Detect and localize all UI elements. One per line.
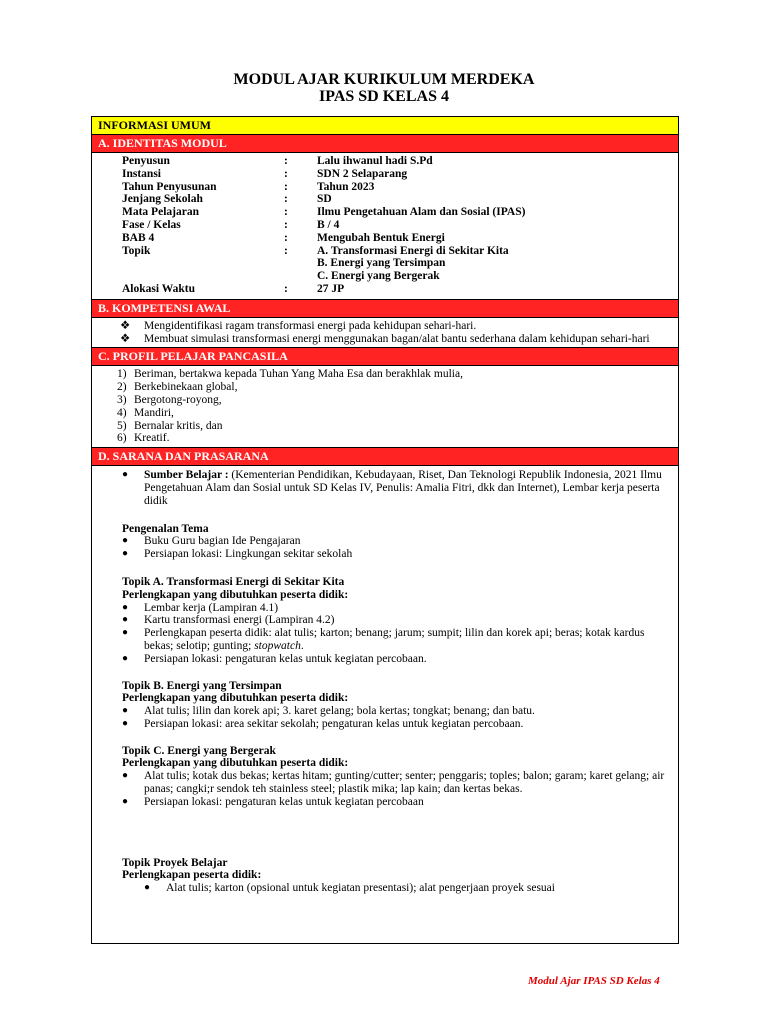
section-a-header: A. IDENTITAS MODUL — [92, 135, 678, 153]
identity-value: C. Energi yang Bergerak — [317, 270, 440, 283]
identity-row — [122, 283, 678, 296]
identity-row — [122, 257, 678, 270]
identity-label: Topik — [122, 244, 151, 257]
identity-colon: : — [284, 206, 288, 219]
sarana-prasarana — [92, 466, 678, 895]
bullet-icon: ● — [122, 469, 129, 481]
bullet-icon: ● — [122, 627, 129, 639]
identity-colon: : — [284, 193, 288, 206]
list-item: ● Alat tulis; karton (opsional untuk kegiatan presentasi); alat pengerjaan proyek sesuai — [144, 882, 555, 895]
list-item: ● Persiapan lokasi: pengaturan kelas untuk kegiatan percobaan — [122, 795, 424, 808]
identity-colon: : — [284, 244, 288, 257]
identity-value: SD — [317, 193, 332, 206]
module-table — [91, 116, 679, 944]
identity-value: A. Transformasi Energi di Sekitar Kita — [317, 244, 509, 257]
list-item: 4) Mandiri, — [117, 406, 174, 419]
list-item: ❖ Membuat simulasi transformasi energi menggunakan bagan/alat bantu sederhana dalam kehidupan sehari-hari — [120, 332, 650, 345]
identity-value: 27 JP — [317, 282, 345, 295]
bullet-icon: ● — [122, 705, 129, 717]
diamond-bullet-icon: ❖ — [120, 332, 131, 345]
sumber-belajar-label: Sumber Belajar : — [144, 469, 229, 482]
list-item: ● Buku Guru bagian Ide Pengajaran — [122, 535, 301, 548]
identity-row — [122, 155, 678, 168]
identity-row — [122, 206, 678, 219]
list-item: 3) Bergotong-royong, — [117, 393, 222, 406]
identity-row — [122, 168, 678, 181]
topik-c-subheading: Perlengkapan yang dibutuhkan peserta didik: — [122, 757, 349, 770]
list-item: ● Lembar kerja (Lampiran 4.1) — [122, 601, 279, 614]
identity-row — [122, 245, 678, 258]
topik-b-heading: Topik B. Energi yang Tersimpan — [122, 679, 282, 692]
diamond-bullet-icon: ❖ — [120, 319, 131, 332]
identity-colon: : — [284, 167, 288, 180]
section-b-header: B. KOMPETENSI AWAL — [92, 299, 678, 318]
bullet-icon: ● — [122, 614, 129, 626]
bullet-icon: ● — [122, 548, 129, 560]
bullet-icon: ● — [122, 652, 129, 664]
identity-colon: : — [284, 155, 288, 167]
identity-colon: : — [284, 218, 288, 231]
list-item: 2) Berkebinekaan global, — [117, 381, 238, 394]
identity-value: Tahun 2023 — [317, 180, 375, 193]
bullet-icon: ● — [122, 601, 129, 613]
identity-row — [122, 219, 678, 232]
list-item: ● Alat tulis; lilin dan korek api; 3. karet gelang; bola kertas; tongkat; benang; dan batu. — [122, 705, 535, 718]
document-title: MODUL AJAR KURIKULUM MERDEKA — [233, 71, 535, 88]
identity-colon: : — [284, 282, 288, 295]
identity-label: Penyusun — [122, 155, 170, 167]
identity-value: Lalu ihwanul hadi S.Pd — [317, 155, 433, 167]
identity-colon: : — [284, 180, 288, 193]
bullet-icon: ● — [122, 717, 129, 729]
pengenalan-tema-heading: Pengenalan Tema — [122, 522, 209, 535]
identity-label — [122, 270, 284, 283]
kompetensi-awal-list — [92, 318, 678, 348]
topik-proyek-subheading: Perlengkapan peserta didik: — [122, 869, 262, 882]
document-subtitle: IPAS SD KELAS 4 — [319, 88, 449, 105]
identity-value: B / 4 — [317, 218, 340, 231]
profil-pancasila-list — [92, 366, 678, 447]
identity-row — [122, 232, 678, 245]
page-footer: Modul Ajar IPAS SD Kelas 4 — [528, 975, 660, 987]
bullet-icon: ● — [122, 535, 129, 547]
list-item: ● Sumber Belajar : (Kementerian Pendidikan, Kebudayaan, Riset, Dan Teknologi Republik Indonesia, 2021 Ilmu Pengetahuan Alam dan Sosial untuk SD Kelas IV, Penulis: Amalia Fitri, dkk dan Internet), Lembar kerja peserta didik — [122, 469, 662, 507]
section-c-header: C. PROFIL PELAJAR PANCASILA — [92, 347, 678, 366]
identity-row — [122, 181, 678, 194]
identity-value: B. Energi yang Tersimpan — [317, 257, 446, 270]
list-item: ● Persiapan lokasi: Lingkungan sekitar sekolah — [122, 548, 353, 561]
bullet-icon: ● — [144, 882, 151, 894]
topik-b-subheading: Perlengkapan yang dibutuhkan peserta didik: — [122, 692, 349, 705]
identity-label — [122, 257, 284, 270]
identity-label: Fase / Kelas — [122, 218, 181, 231]
section-d-header: D. SARANA DAN PRASARANA — [92, 447, 678, 466]
identity-colon — [284, 257, 317, 270]
list-item: ● Persiapan lokasi: pengaturan kelas untuk kegiatan percobaan. — [122, 652, 427, 665]
topik-c-heading: Topik C. Energi yang Bergerak — [122, 744, 276, 757]
identity-value: SDN 2 Selaparang — [317, 167, 408, 180]
list-item: ❖ Mengidentifikasi ragam transformasi energi pada kehidupan sehari-hari. — [120, 319, 477, 332]
list-item: ● Alat tulis; kotak dus bekas; kertas hitam; gunting/cutter; senter; penggaris; toples; balon; garam; karet gelang; air panas; cangki;r sendok teh stainless steel; plastik mika; lap kain; dan kertas bekas. — [122, 770, 665, 796]
identity-colon: : — [284, 231, 288, 244]
identity-value: Ilmu Pengetahuan Alam dan Sosial (IPAS) — [317, 206, 526, 219]
identity-row — [122, 193, 678, 206]
info-umum-header: INFORMASI UMUM — [92, 117, 678, 135]
identity-label: BAB 4 — [122, 231, 155, 244]
identitas-modul — [92, 153, 678, 299]
identity-label: Alokasi Waktu — [122, 282, 195, 295]
identity-label: Tahun Penyusunan — [122, 180, 217, 193]
list-item: 6) Kreatif. — [117, 432, 170, 445]
list-item: 5) Bernalar kritis, dan — [117, 419, 223, 432]
list-item: ● Perlengkapan peserta didik: alat tulis; karton; benang; jarum; sumpit; lilin dan korek api; beras; kotak kardus bekas; selotip; gunting; stopwatch. — [122, 627, 645, 652]
identity-label: Mata Pelajaran — [122, 206, 199, 219]
list-item: 1) Beriman, bertakwa kepada Tuhan Yang Maha Esa dan berakhlak mulia, — [117, 368, 463, 381]
topik-proyek-heading: Topik Proyek Belajar — [122, 856, 228, 869]
identity-label: Instansi — [122, 167, 161, 180]
bullet-icon: ● — [122, 770, 129, 782]
identity-value: Mengubah Bentuk Energi — [317, 231, 445, 244]
list-item: ● Kartu transformasi energi (Lampiran 4.2) — [122, 614, 335, 627]
topik-a-heading: Topik A. Transformasi Energi di Sekitar Kita — [122, 575, 345, 588]
identity-row — [122, 270, 678, 283]
identity-colon — [284, 270, 317, 283]
identity-label: Jenjang Sekolah — [122, 193, 203, 206]
topik-a-subheading: Perlengkapan yang dibutuhkan peserta didik: — [122, 588, 349, 601]
list-item: ● Persiapan lokasi: area sekitar sekolah; pengaturan kelas untuk kegiatan percobaan. — [122, 717, 524, 730]
bullet-icon: ● — [122, 795, 129, 807]
